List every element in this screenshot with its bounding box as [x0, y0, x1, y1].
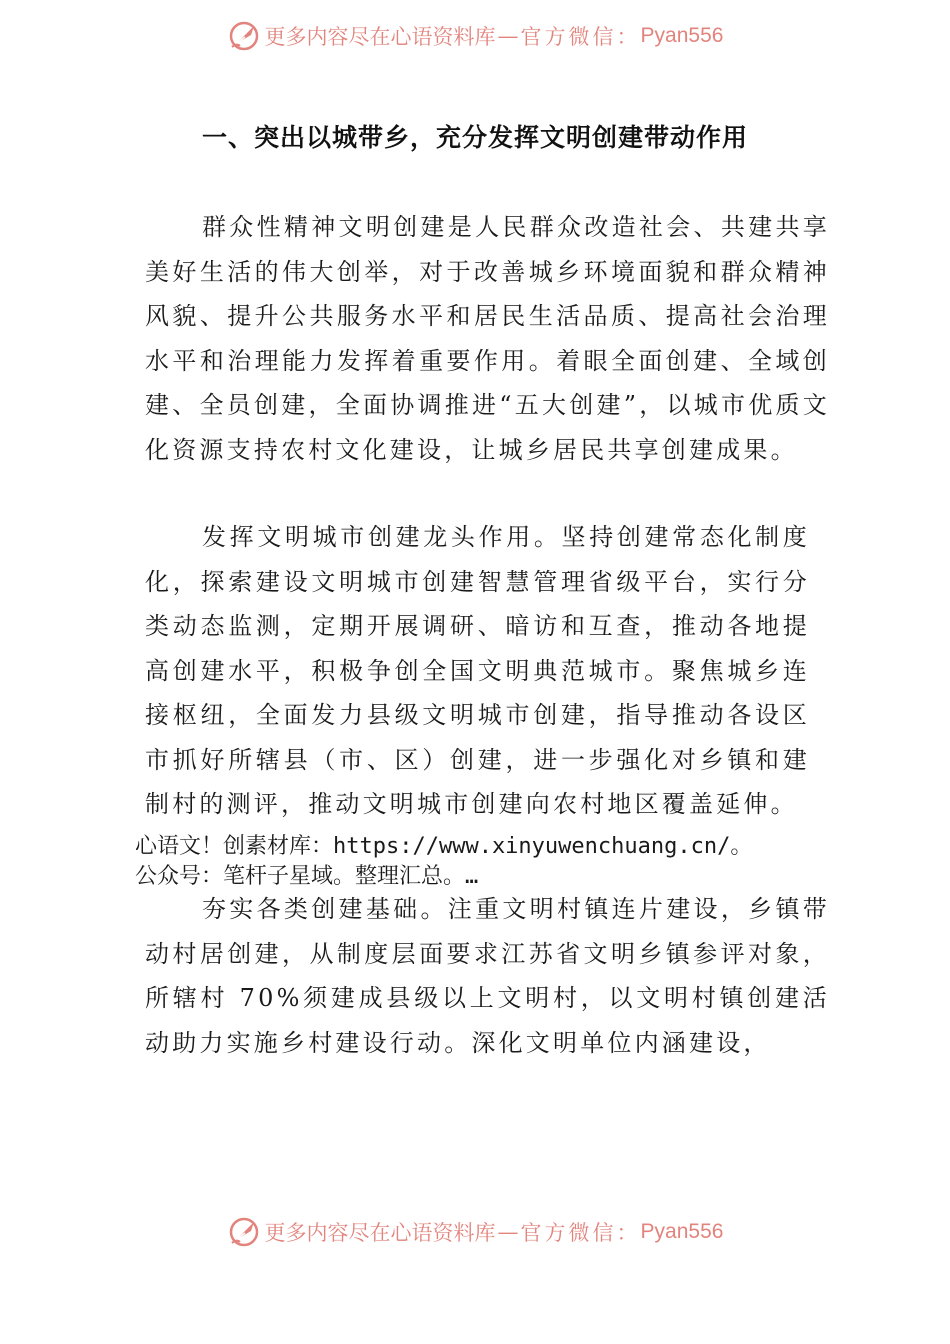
quill-logo-icon [227, 19, 261, 53]
banner-dash: — [497, 1220, 519, 1244]
footer-banner [0, 1210, 950, 1254]
header-banner [0, 14, 950, 58]
section-heading: 一、突出以城带乡，充分发挥文明创建带动作用 [201, 123, 748, 152]
banner-site-text: 更多内容尽在心语资料库 [264, 1221, 496, 1245]
quill-logo-icon [227, 1215, 261, 1249]
paragraph-intro: 群众性精神文明创建是人民群众改造社会、共建共享美好生活的伟大创举，对于改善城乡环境面貌和群众精神风貌、提升公共服务水平和居民生活品质、提高社会治理水平和治理能力发挥着重要作用。着眼全面创建、全域创建、全员创建，全面协调推进“五大创建”，以城市优质文化资源支持农村文化建设，让城乡居民共享创建成果。 [145, 213, 830, 464]
paragraph-foundation: 夯实各类创建基础。注重文明村镇连片建设，乡镇带动村居创建，从制度层面要求江苏省文明乡镇参评对象，所辖村 70%须建成县级以上文明村，以文明村镇创建活动助力实施乡村建设行动。深化文明单位内涵建设， [145, 895, 830, 1057]
banner-wechat-id: Pyan556 [640, 1220, 724, 1243]
banner-site-text: 更多内容尽在心语资料库 [264, 25, 496, 49]
watermark-note-line2: 公众号：笔杆子星域。整理汇总。… [135, 864, 479, 889]
banner-dash: — [497, 24, 519, 48]
banner-wechat-label: 官方微信： [520, 25, 641, 49]
banner-wechat-id: Pyan556 [640, 24, 724, 47]
watermark-note-line1: 心语文！创素材库：https://www.xinyuwenchuang.cn/。 [135, 834, 753, 859]
banner-wechat-label: 官方微信： [520, 1221, 641, 1245]
paragraph-city-creation: 发挥文明城市创建龙头作用。坚持创建常态化制度化，探索建设文明城市创建智慧管理省级平台，实行分类动态监测，定期开展调研、暗访和互查，推动各地提高创建水平，积极争创全国文明典范城市。聚焦城乡连接枢纽，全面发力县级文明城市创建，指导推动各设区市抓好所辖县（市、区）创建，进一步强化对乡镇和建制村的测评，推动文明城市创建向农村地区覆盖延伸。 [145, 523, 810, 818]
